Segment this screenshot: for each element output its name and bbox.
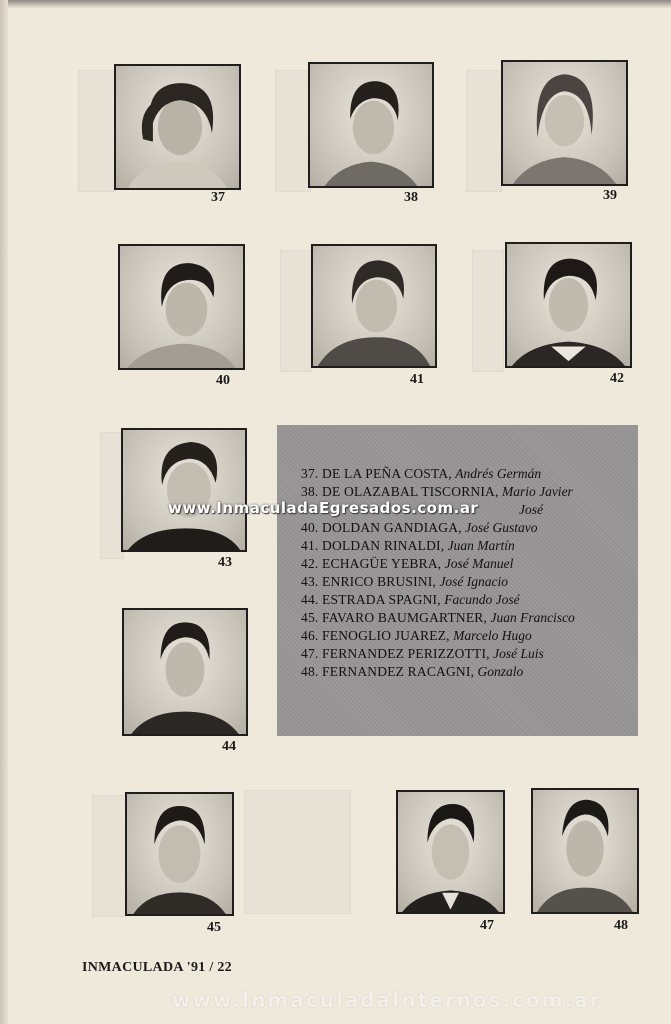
ghost-frame [280, 250, 312, 372]
portrait-number: 44 [222, 739, 236, 754]
page-top-shadow [0, 0, 671, 8]
portrait-number: 39 [603, 188, 617, 203]
list-item: José [519, 502, 543, 517]
page-footer: INMACULADA '91 / 22 [82, 960, 232, 975]
list-item: 46. FENOGLIO JUAREZ, Marcelo Hugo [301, 628, 532, 643]
list-item: 48. FERNANDEZ RACAGNI, Gonzalo [301, 664, 524, 679]
portrait-44 [122, 608, 248, 736]
portrait-42 [505, 242, 632, 368]
names-panel [277, 425, 638, 736]
portrait-43 [121, 428, 247, 552]
ghost-frame [275, 70, 311, 192]
ghost-frame [78, 70, 116, 192]
portrait-39 [501, 60, 628, 186]
ghost-frame [466, 70, 502, 192]
ghost-frame [472, 250, 504, 372]
portrait-47 [396, 790, 505, 914]
portrait-number: 42 [610, 371, 624, 386]
portrait-48 [531, 788, 639, 914]
portrait-number: 41 [410, 372, 424, 387]
watermark-bottom: www.InmaculadaInternos.com.ar [172, 988, 602, 1012]
portrait-45 [125, 792, 234, 916]
list-item: 38. DE OLAZABAL TISCORNIA, Mario Javier [301, 484, 573, 499]
list-item: 47. FERNANDEZ PERIZZOTTI, José Luis [301, 646, 544, 661]
list-item: 44. ESTRADA SPAGNI, Facundo José [301, 592, 520, 607]
portrait-41 [311, 244, 437, 368]
portrait-number: 45 [207, 920, 221, 935]
portrait-number: 43 [218, 555, 232, 570]
list-item: 42. ECHAGÜE YEBRA, José Manuel [301, 556, 514, 571]
ghost-frame [244, 790, 351, 914]
portrait-38 [308, 62, 434, 188]
portrait-number: 38 [404, 190, 418, 205]
names-list [301, 465, 575, 681]
portrait-number: 48 [614, 918, 628, 933]
portrait-number: 40 [216, 373, 230, 388]
portrait-number: 37 [211, 190, 225, 205]
list-item: 41. DOLDAN RINALDI, Juan Martín [301, 538, 515, 553]
ghost-frame [92, 795, 126, 917]
list-item: 40. DOLDAN GANDIAGA, José Gustavo [301, 520, 538, 535]
list-item: 43. ENRICO BRUSINI, José Ignacio [301, 574, 509, 589]
portrait-40 [118, 244, 245, 370]
page-binding-edge [0, 0, 8, 1024]
list-item: 45. FAVARO BAUMGARTNER, Juan Francisco [301, 610, 575, 625]
watermark-top: www.InmaculadaEgresados.com.ar [168, 499, 479, 517]
portrait-number: 47 [480, 918, 494, 933]
portrait-37 [114, 64, 241, 190]
list-item: 37. DE LA PEÑA COSTA, Andrés Germán [301, 466, 542, 481]
